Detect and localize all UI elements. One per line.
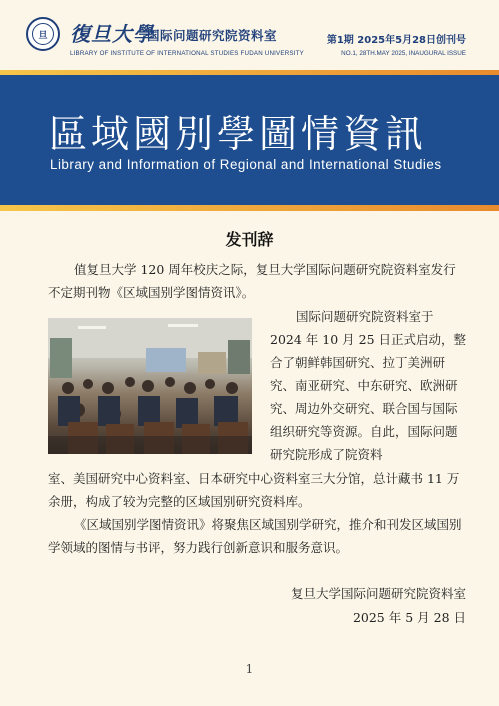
issue-info-cn: 第1期 2025年5月28日创刊号	[326, 35, 466, 46]
paragraph-intro: 值复旦大学 120 周年校庆之际，复旦大学国际问题研究院资料室发行不定期刊物《区域国别学图情资讯》。	[48, 262, 456, 300]
library-name: 国际问题研究院资料室	[147, 28, 278, 43]
signature-organization: 复旦大学国际问题研究院资料室	[290, 586, 466, 601]
article-title: 发刊辞	[225, 230, 274, 249]
university-name-logo: 復旦大學	[70, 22, 154, 46]
issue-info-en: NO.1, 28TH.MAY 2025, INAUGURAL ISSUE	[341, 50, 466, 57]
seal-center: 旦	[32, 23, 54, 45]
page-number: 1	[245, 662, 254, 676]
signature-date: 2025 年 5 月 28 日	[352, 610, 466, 625]
paragraph-collections: 室、美国研究中心资料室、日本研究中心资料室三大分馆，总计藏书 11 万余册，构成了较为完整的区域国别研究资料库。	[48, 471, 460, 509]
publication-subtitle-en: Library and Information of Regional and International Studies	[50, 157, 442, 172]
bottom-accent-stripe	[0, 205, 499, 211]
paragraph-mission: 《区域国别学图情资讯》将聚焦区域国别学研究，推介和刊发区域国别学领域的图情与书评，努力践行创新意识和服务意识。	[48, 517, 462, 555]
group-photo	[48, 318, 252, 454]
group-photo-illustration	[48, 318, 252, 454]
publication-title: 區域國別學圖情資訊	[49, 112, 428, 156]
library-name-en: LIBRARY OF INSTITUTE OF INTERNATIONAL STUDIES FUDAN UNIVERSITY	[70, 50, 304, 57]
paragraph-history: 国际问题研究院资料室于 2024 年 10 月 25 日正式启动，整合了朝鲜韩国研究、拉丁美洲研究、南亚研究、中东研究、欧洲研究、周边外交研究、联合国与国际组织研究等资源。自此，国际问题研究院形成了院资料	[270, 309, 466, 462]
fudan-seal-logo	[26, 17, 60, 51]
